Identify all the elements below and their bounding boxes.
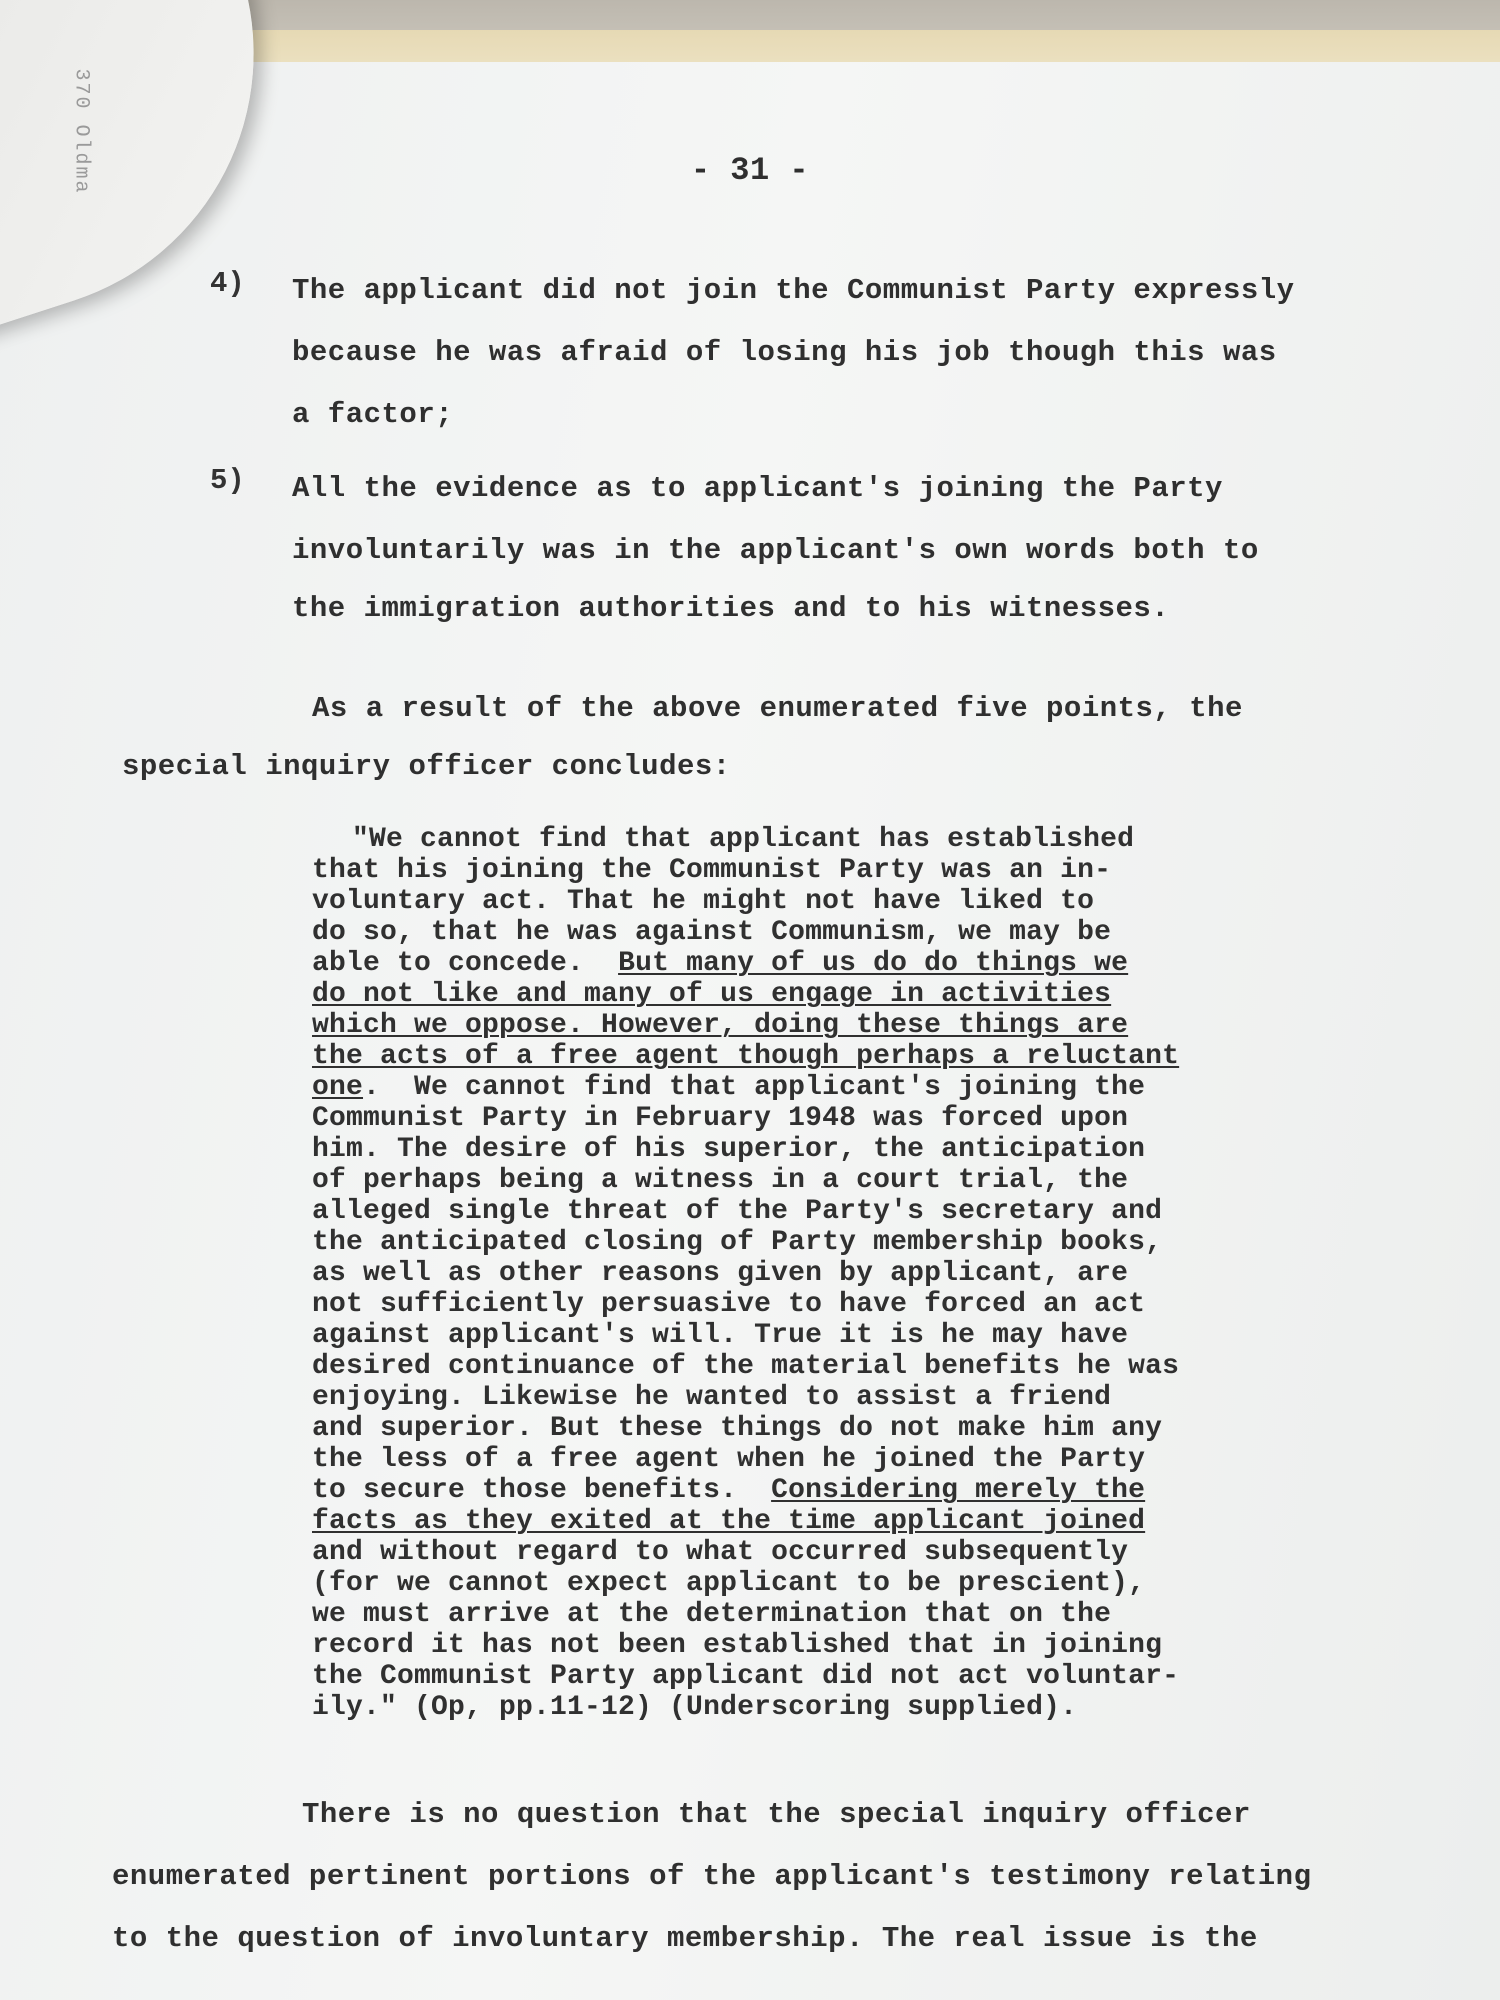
quote-line — [312, 948, 1179, 979]
quote-line: him. The desire of his superior, the anticipation — [312, 1134, 1146, 1165]
quote-text: to secure those benefits. — [312, 1475, 772, 1506]
quote-line: against applicant's will. True it is he may have — [312, 1320, 1129, 1351]
quote-line: Communist Party in February 1948 was forced upon — [312, 1103, 1129, 1134]
quote-line: do so, that he was against Communism, we may be — [312, 917, 1112, 948]
quote-line: the Communist Party applicant did not act voluntar- — [312, 1661, 1180, 1692]
previous-page-mark: 370 Oldma — [69, 68, 93, 195]
intro-line: special inquiry officer concludes: — [122, 750, 731, 783]
quote-line: as well as other reasons given by applicant, are — [312, 1258, 1129, 1289]
quote-line: (for we cannot expect applicant to be prescient), — [312, 1568, 1146, 1599]
point-line: because he was afraid of losing his job though this was — [292, 336, 1277, 369]
quote-line: we must arrive at the determination that on the — [312, 1599, 1112, 1630]
quote-line: "We cannot find that applicant has established — [352, 824, 1135, 855]
point-line: the immigration authorities and to his witnesses. — [292, 592, 1170, 625]
underlined-text: one — [312, 1072, 364, 1103]
point-line: a factor; — [292, 398, 454, 431]
point-line: The applicant did not join the Communist Party expressly — [292, 274, 1295, 307]
quote-line: that his joining the Communist Party was an in- — [312, 855, 1112, 886]
underlined-text: But many of us do do things we — [618, 948, 1129, 979]
page-number: - 31 - — [690, 152, 810, 189]
underlined-line: do not like and many of us engage in activities — [312, 979, 1112, 1010]
quote-line: and superior. But these things do not make him any — [312, 1413, 1163, 1444]
quote-line: record it has not been established that in joining — [312, 1630, 1163, 1661]
quote-line: the less of a free agent when he joined the Party — [312, 1444, 1146, 1475]
quote-line: of perhaps being a witness in a court trial, the — [312, 1165, 1129, 1196]
quote-line — [312, 1072, 1179, 1103]
underlined-line: facts as they exited at the time applicant joined — [312, 1506, 1146, 1537]
quote-text: able to concede. — [312, 948, 619, 979]
quote-line: desired continuance of the material benefits he was — [312, 1351, 1180, 1382]
closing-line: There is no question that the special inquiry officer — [302, 1798, 1251, 1831]
underlined-line: which we oppose. However, doing these things are — [312, 1010, 1129, 1041]
point-line: All the evidence as to applicant's joining the Party — [292, 472, 1223, 505]
quote-line: alleged single threat of the Party's secretary and — [312, 1196, 1163, 1227]
underlined-text: Considering merely the — [771, 1475, 1146, 1506]
quote-line: not sufficiently persuasive to have forced an act — [312, 1289, 1146, 1320]
point-number: 5) — [210, 464, 245, 497]
quote-text: . We cannot find that applicant's joining the — [363, 1072, 1146, 1103]
document-page — [0, 62, 1500, 2000]
closing-line: to the question of involuntary membership. The real issue is the — [112, 1922, 1258, 1955]
quote-line — [312, 1475, 1179, 1506]
quote-line: and without regard to what occurred subsequently — [312, 1537, 1129, 1568]
intro-line: As a result of the above enumerated five points, the — [312, 692, 1243, 725]
point-number: 4) — [210, 267, 245, 300]
quote-line: voluntary act. That he might not have liked to — [312, 886, 1095, 917]
quote-line: enjoying. Likewise he wanted to assist a friend — [312, 1382, 1112, 1413]
quote-line: the anticipated closing of Party membership books, — [312, 1227, 1163, 1258]
quote-line: ily." (Op, pp.11-12) (Underscoring supplied). — [312, 1692, 1078, 1723]
block-quote — [312, 824, 1179, 1723]
point-line: involuntarily was in the applicant's own words both to — [292, 534, 1259, 567]
closing-line: enumerated pertinent portions of the applicant's testimony relating — [112, 1860, 1312, 1893]
underlined-line: the acts of a free agent though perhaps a reluctant — [312, 1041, 1180, 1072]
